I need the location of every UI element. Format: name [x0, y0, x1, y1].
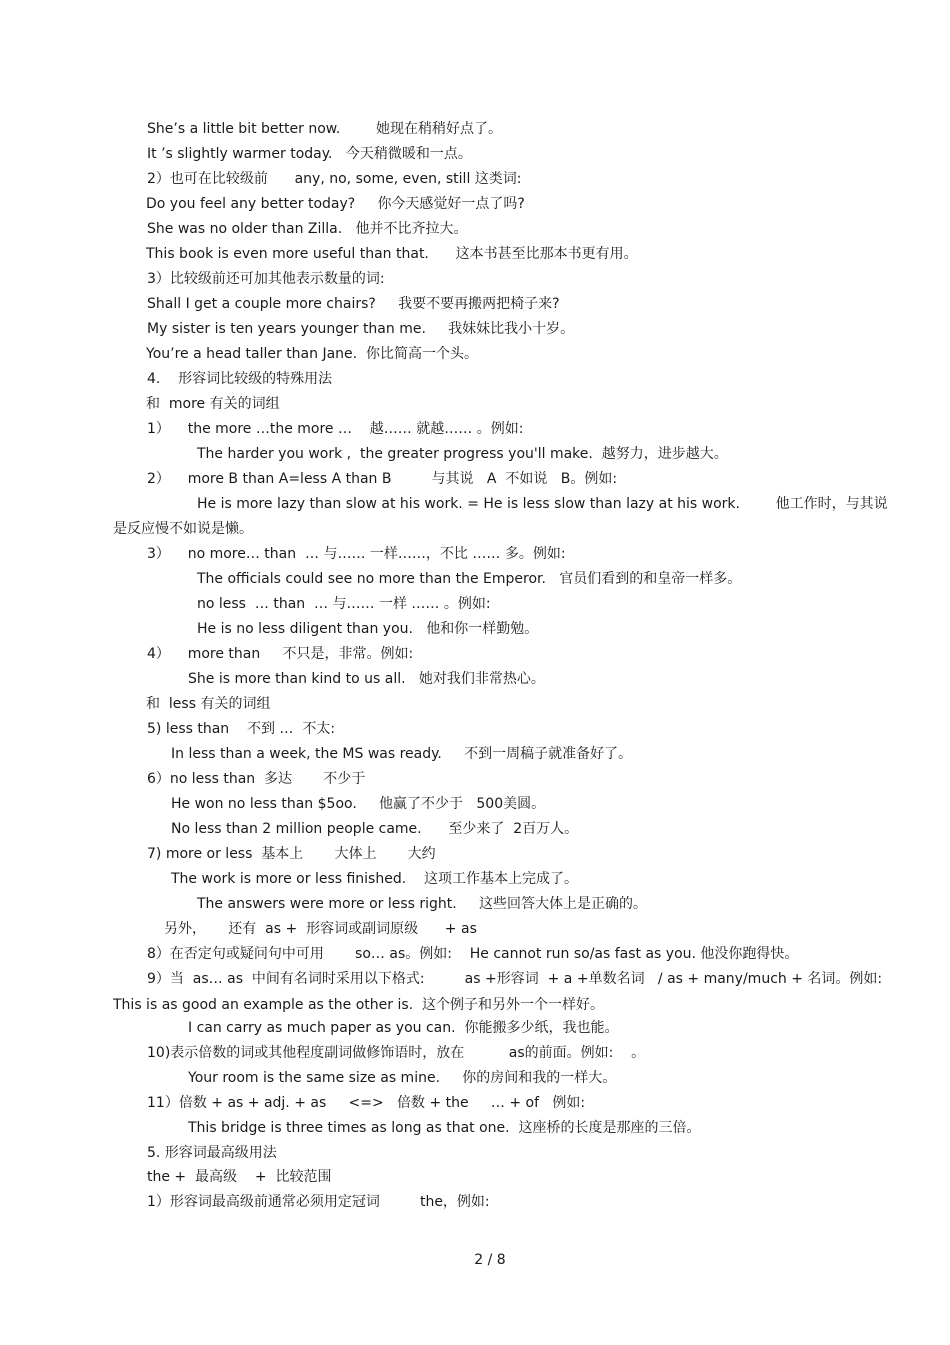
text-line: 6）no less than 多达 不少于: [147, 771, 366, 787]
text-line: In less than a week, the MS was ready. 不到一周稿子就准备好了。: [171, 746, 633, 762]
text-line: 1）形容词最高级前通常必须用定冠词 the，例如:: [147, 1194, 490, 1210]
text-line: It ’s slightly warmer today. 今天稍微暖和一点。: [147, 146, 472, 162]
text-line: Do you feel any better today? 你今天感觉好一点了吗?: [146, 196, 525, 212]
text-line: 另外， 还有 as + 形容词或副词原级 + as: [164, 921, 477, 937]
text-line: 11）倍数 + as + adj. + as <=> 倍数 + the … + of 例如:: [147, 1095, 586, 1111]
text-line: My sister is ten years younger than me. 我妹妹比我小十岁。: [147, 321, 575, 337]
text-line: She’s a little bit better now. 她现在稍稍好点了。: [147, 121, 502, 137]
text-line: The officials could see no more than the Emperor. 官员们看到的和皇帝一样多。: [197, 571, 742, 587]
text-line: 8）在否定句或疑问句中可用 so… as。例如: He cannot run so/as fast as you. 他没你跑得快。: [147, 946, 799, 962]
text-line: 2）也可在比较级前 any, no, some, even, still 这类词:: [147, 171, 522, 187]
text-line: 和 more 有关的词组: [146, 396, 280, 412]
text-line: 10)表示倍数的词或其他程度副词做修饰语时，放在 as的前面。例如: 。: [147, 1045, 646, 1061]
text-line: 9）当 as… as 中间有名词时采用以下格式: as +形容词 + a +单数名词 / as + many/much + 名词。例如:: [147, 971, 883, 987]
text-line: I can carry as much paper as you can. 你能搬多少纸，我也能。: [188, 1020, 619, 1036]
text-line: 7) more or less 基本上 大体上 大约: [147, 846, 436, 862]
text-line: The harder you work , the greater progress you'll make. 越努力，进步越大。: [197, 446, 728, 462]
text-line: Shall I get a couple more chairs? 我要不要再搬两把椅子来?: [147, 296, 560, 312]
text-line: He won no less than $5oo. 他赢了不少于 500美圆。: [171, 796, 546, 812]
text-line: This book is even more useful than that. 这本书甚至比那本书更有用。: [146, 246, 638, 262]
text-line: 3）比较级前还可加其他表示数量的词:: [147, 271, 385, 287]
text-line: You’re a head taller than Jane. 你比简高一个头。: [146, 346, 479, 362]
section-heading: 5. 形容词最高级用法: [147, 1145, 277, 1161]
text-line: 和 less 有关的词组: [146, 696, 271, 712]
text-line: She is more than kind to us all. 她对我们非常热心。: [188, 671, 545, 687]
text-line: The answers were more or less right. 这些回答大体上是正确的。: [197, 896, 647, 912]
text-line: The work is more or less finished. 这项工作基本上完成了。: [171, 871, 578, 887]
text-line: She was no older than Zilla. 他并不比齐拉大。: [147, 221, 468, 237]
text-line: the + 最高级 + 比较范围: [147, 1169, 332, 1185]
text-line: No less than 2 million people came. 至少来了 2百万人。: [171, 821, 579, 837]
text-line: This is as good an example as the other is. 这个例子和另外一个一样好。: [113, 997, 605, 1013]
text-line: 是反应慢不如说是懒。: [113, 521, 253, 537]
text-line: Your room is the same size as mine. 你的房间和我的一样大。: [188, 1070, 617, 1086]
text-line: 5) less than 不到 … 不太:: [147, 721, 336, 737]
section-heading: 4. 形容词比较级的特殊用法: [147, 371, 333, 387]
text-line: no less … than … 与…… 一样 …… 。例如:: [197, 596, 491, 612]
text-line: This bridge is three times as long as that one. 这座桥的长度是那座的三倍。: [188, 1120, 701, 1136]
text-line: 4） more than 不只是，非常。例如:: [147, 646, 414, 662]
text-line: 3） no more… than … 与…… 一样……，不比 …… 多。例如:: [147, 546, 566, 562]
text-line: 2） more B than A=less A than B 与其说 A 不如说 B。例如:: [147, 471, 618, 487]
text-line: He is more lazy than slow at his work. = He is less slow than lazy at his work. 他工作时，与其说: [197, 496, 888, 512]
text-line: He is no less diligent than you. 他和你一样勤勉。: [197, 621, 539, 637]
page-number: 2 / 8: [474, 1252, 506, 1268]
text-line: 1） the more …the more … 越…… 就越…… 。例如:: [147, 421, 524, 437]
